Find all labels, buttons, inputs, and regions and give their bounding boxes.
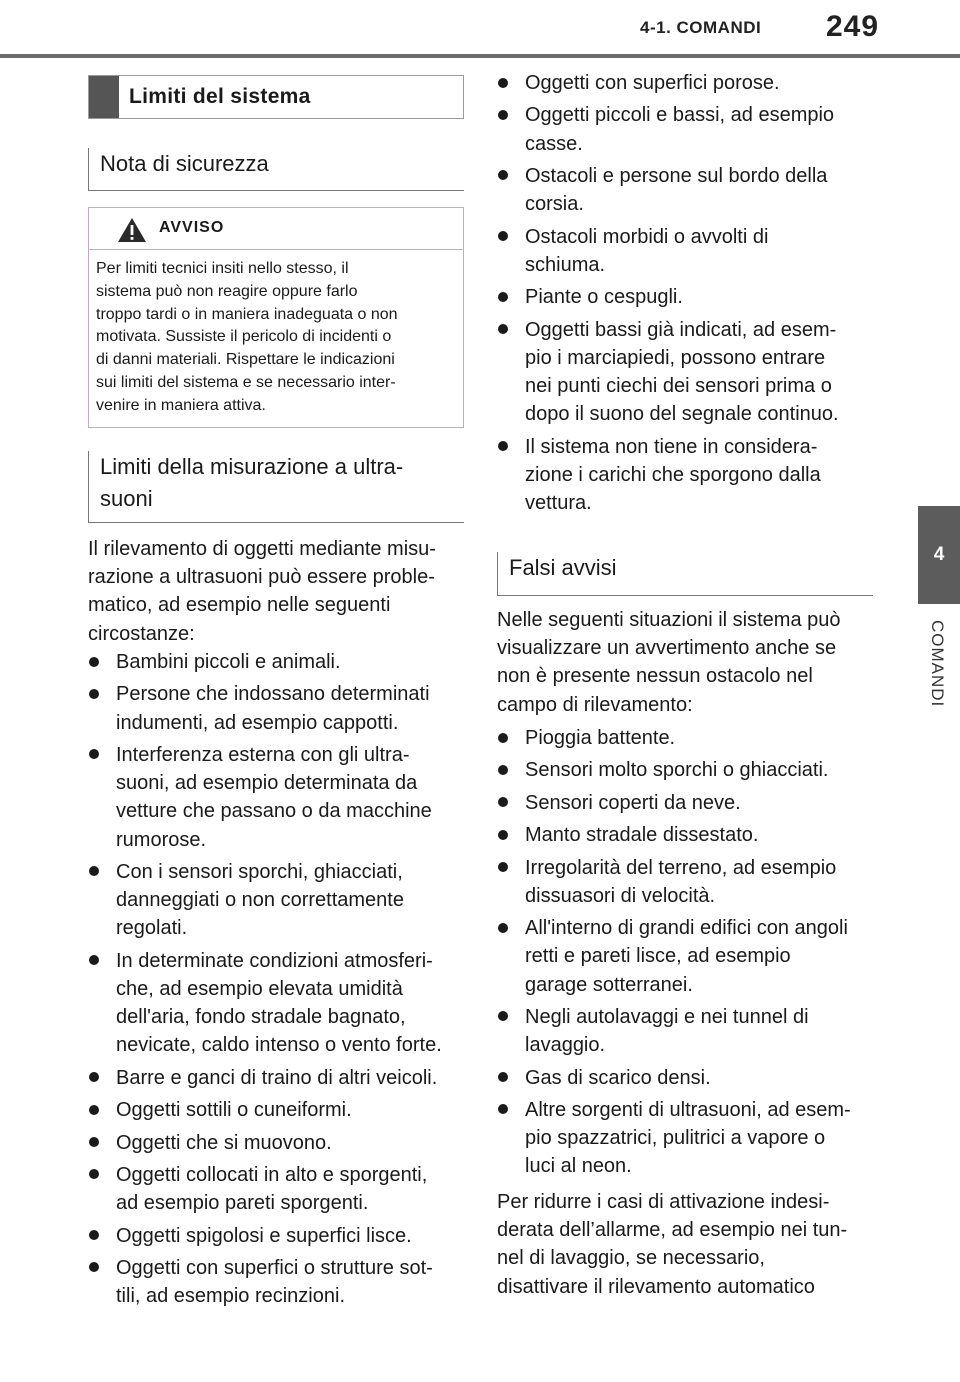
warning-line: Per limiti tecnici insiti nello stesso, il [96,260,349,277]
closing-line: disattivare il rilevamento automatico [497,1275,815,1298]
list-item-line: indumenti, ad esempio cappotti. [116,711,399,734]
ultrasound-intro [88,535,468,648]
list-item [88,741,468,854]
list-item-line: vetture che passano o da macchine [116,800,432,823]
intro-line: matico, ad esempio nelle seguenti [88,594,391,617]
list-item [88,680,468,736]
list-item-line: Negli autolavaggi e nei tunnel di [525,1005,809,1028]
section-heading [88,75,464,119]
list-item-line: ad esempio pareti sporgenti. [116,1192,369,1215]
subheading-safety [88,148,464,191]
list-item [88,1222,468,1250]
list-item-line: garage sotterranei. [525,973,693,996]
closing-line: nel di lavaggio, se necessario, [497,1247,765,1270]
warning-line: di danni materiali. Rispettare le indicazioni [96,351,395,369]
running-header-section: 4-1. COMANDI [640,18,762,37]
list-item [88,648,468,676]
list-item-line: zione i carichi che sporgono dalla [525,463,821,486]
list-item-line: Altre sorgenti di ultrasuoni, ad esem- [525,1098,851,1121]
subheading-false-alarms [497,552,873,596]
warning-line: sui limiti del sistema e se necessario inter- [96,373,396,391]
list-item-line: Oggetti bassi già indicati, ad esem- [525,318,837,341]
list-item-line: tili, ad esempio recinzioni. [116,1285,345,1308]
subheading-safety-text: Nota di sicurezza [100,151,269,176]
intro-line: visualizzare un avvertimento anche se [497,637,837,660]
list-item-line: che, ad esempio elevata umidità [116,977,403,1000]
list-item-line: Con i sensori sporchi, ghiacciati, [116,860,403,883]
section-heading-bar [89,76,119,118]
list-item [88,1064,468,1092]
list-item-line: luci al neon. [525,1155,632,1178]
list-item-line: nevicate, caldo intenso o vento forte. [116,1034,442,1057]
warning-line: venire in maniera attiva. [96,396,266,414]
list-item [497,854,877,910]
list-item-line: Oggetti con superfici o strutture sot- [116,1256,433,1279]
warning-line: troppo tardi o in maniera inadeguata o non [96,305,398,323]
list-item [497,101,877,157]
warning-text [89,250,463,418]
list-item-line: Bambini piccoli e animali. [116,651,341,673]
page-number: 249 [826,10,880,43]
warning-header [89,208,463,250]
list-item-line: Piante o cespugli. [525,286,683,309]
intro-line: Il rilevamento di oggetti mediante misu- [88,538,436,560]
list-item-line: Oggetti spigolosi e superfici lisce. [116,1224,412,1247]
list-item-line: Barre e ganci di traino di altri veicoli. [116,1066,438,1089]
list-item-line: Sensori coperti da neve. [525,791,741,814]
intro-line: campo di rilevamento: [497,693,693,716]
list-item [497,821,877,849]
header-rule [0,54,960,58]
list-item [497,162,877,218]
list-item [497,69,877,97]
intro-line: circostanze: [88,622,195,645]
closing-line: Per ridurre i casi di attivazione indesi- [497,1191,830,1213]
list-item-line: schiuma. [525,253,606,276]
list-item-line: Il sistema non tiene in considera- [525,435,818,458]
list-item-line: Oggetti con superfici porose. [525,72,780,94]
list-item-line: danneggiati o non correttamente [116,889,404,912]
list-item [497,756,877,784]
list-item [88,947,468,1060]
chapter-tab [918,506,960,604]
ultrasound-list [88,648,468,1315]
list-item [497,789,877,817]
false-alarms-list [497,724,877,1185]
list-item [497,1003,877,1059]
list-item-line: dell'aria, fondo stradale bagnato, [116,1006,406,1029]
closing-line: derata dell’allarme, ad esempio nei tun- [497,1219,848,1242]
list-item-line: dissuasori di velocità. [525,884,716,907]
list-item-line: Irregolarità del terreno, ad esempio [525,856,837,879]
chapter-tab-label: COMANDI [928,620,947,708]
intro-line: non è presente nessun ostacolo nel [497,665,813,688]
list-item [497,724,877,752]
list-item-line: corsia. [525,193,584,216]
list-item-line: Manto stradale dissestato. [525,824,759,847]
list-item-line: Oggetti collocati in alto e sporgenti, [116,1163,428,1186]
list-item [88,1096,468,1124]
list-item-line: Oggetti che si muovono. [116,1131,332,1154]
list-item-line: All'interno di grandi edifici con angoli [525,917,848,940]
list-item-line: retti e pareti lisce, ad esempio [525,945,791,968]
subheading-false-alarms-text: Falsi avvisi [509,555,617,580]
warning-line: sistema può non reagire oppure farlo [96,282,358,300]
ultrasound-list-continued [497,69,877,521]
list-item-line: vettura. [525,491,592,514]
list-item [88,1254,468,1310]
warning-triangle-icon [117,217,147,248]
list-item [88,1129,468,1157]
subheading-ultrasound [88,451,464,523]
list-item [497,223,877,279]
list-item [497,316,877,429]
list-item-line: pio i marciapiedi, possono entrare [525,346,826,369]
list-item [497,914,877,999]
list-item-line: lavaggio. [525,1034,606,1057]
list-item [497,283,877,311]
intro-line: Nelle seguenti situazioni il sistema può [497,609,841,631]
list-item-line: Persone che indossano determinati [116,683,430,706]
chapter-tab-number: 4 [933,544,945,565]
list-item-line: Oggetti sottili o cuneiformi. [116,1099,352,1122]
list-item-line: Gas di scarico densi. [525,1066,711,1089]
subheading-ultrasound-line: Limiti della misurazione a ultra- [100,454,404,479]
list-item-line: Pioggia battente. [525,727,676,749]
intro-line: razione a ultrasuoni può essere proble- [88,566,435,589]
list-item-line: nei punti ciechi dei sensori prima o [525,374,832,397]
list-item-line: Ostacoli morbidi o avvolti di [525,225,769,248]
false-alarms-closing [497,1188,877,1301]
list-item-line: pio spazzatrici, pulitrici a vapore o [525,1127,826,1150]
list-item-line: casse. [525,132,583,155]
false-alarms-intro [497,606,877,719]
list-item [497,1096,877,1181]
list-item-line: dopo il suono del segnale continuo. [525,403,839,426]
list-item-line: rumorose. [116,828,207,851]
list-item [88,1161,468,1217]
list-item-line: Interferenza esterna con gli ultra- [116,743,410,766]
list-item [497,1064,877,1092]
warning-box [88,207,464,428]
list-item-line: suoni, ad esempio determinata da [116,772,418,795]
list-item-line: regolati. [116,917,188,940]
subheading-ultrasound-line: suoni [100,486,153,511]
warning-title: AVVISO [159,219,225,236]
list-item [497,433,877,518]
list-item-line: Sensori molto sporchi o ghiacciati. [525,759,829,782]
list-item-line: Ostacoli e persone sul bordo della [525,164,828,187]
list-item-line: In determinate condizioni atmosferi- [116,949,433,972]
list-item-line: Oggetti piccoli e bassi, ad esempio [525,104,835,127]
warning-line: motivata. Sussiste il pericolo di incidenti o [96,328,392,346]
section-heading-text: Limiti del sistema [129,85,311,108]
list-item [88,858,468,943]
